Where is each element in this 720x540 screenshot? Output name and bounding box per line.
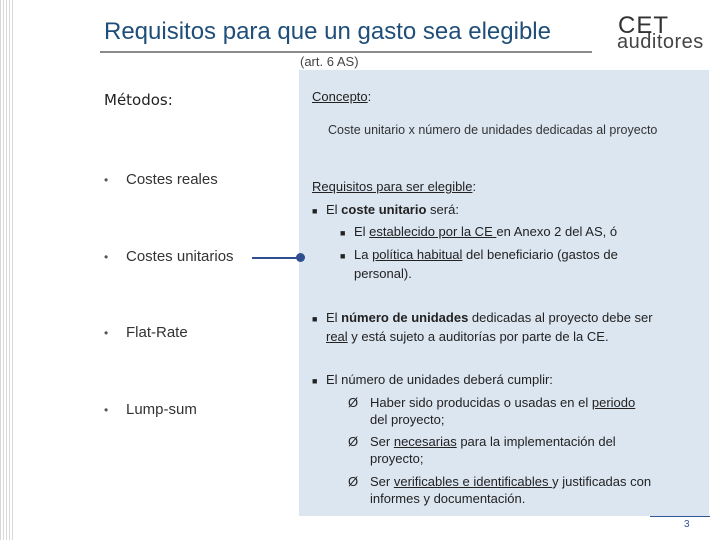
- bullet-dot: •: [104, 250, 109, 264]
- method-item: [104, 248, 234, 265]
- left-edge-stripe: [0, 0, 14, 540]
- method-lump-sum: Lump-sum: [126, 401, 197, 418]
- concepto-heading: Concepto:: [312, 89, 372, 104]
- logo-cet: CET: [618, 12, 669, 39]
- cond-periodo: Ø Haber sido producidas o usadas en el periodo del proyecto;: [348, 395, 636, 427]
- slide-title: Requisitos para que un gasto sea elegible: [104, 18, 551, 45]
- req-sub-policy: ■ La política habitual del beneficiario (gastos de personal).: [340, 247, 618, 281]
- square-bullet: ■: [312, 314, 318, 324]
- method-item: [104, 171, 218, 188]
- slide-subtitle: (art. 6 AS): [300, 54, 359, 69]
- method-flat-rate: Flat-Rate: [126, 324, 188, 341]
- page-number: 3: [684, 519, 690, 530]
- method-costes-reales: Costes reales: [126, 171, 218, 188]
- method-item: [104, 324, 188, 341]
- connector-dot: [296, 253, 305, 262]
- bullet-dot: •: [104, 173, 109, 187]
- req-sub-established: ■ El establecido por la CE en Anexo 2 del AS, ó: [340, 223, 617, 242]
- requisitos-heading: Requisitos para ser elegible:: [312, 179, 477, 194]
- req-coste-unitario: ■ El coste unitario será:: [312, 201, 459, 220]
- footer-rule: [650, 516, 710, 517]
- bullet-dot: •: [104, 326, 109, 340]
- square-bullet: ■: [312, 206, 318, 216]
- bullet-dot: •: [104, 403, 109, 417]
- req-cumplir: ■ El número de unidades deberá cumplir:: [312, 371, 553, 390]
- title-underline: [100, 51, 592, 53]
- arrow-bullet-icon: Ø: [348, 474, 359, 489]
- method-costes-unitarios: Costes unitarios: [126, 248, 234, 265]
- arrow-bullet-icon: Ø: [348, 395, 359, 410]
- method-item: [104, 401, 197, 418]
- arrow-bullet-icon: Ø: [348, 434, 359, 449]
- cond-necesarias: Ø Ser necesarias para la implementación del proyecto;: [348, 434, 616, 466]
- cond-verificables: Ø Ser verificables e identificables y justificadas con informes y documentación.: [348, 474, 652, 506]
- connector-line: [252, 257, 300, 259]
- methods-label: Métodos:: [104, 91, 173, 109]
- logo-auditores: auditores: [617, 31, 704, 53]
- square-bullet: ■: [340, 228, 346, 238]
- square-bullet: ■: [340, 251, 346, 261]
- square-bullet: ■: [312, 376, 318, 386]
- req-numero-unidades: ■ El número de unidades dedicadas al proyecto debe ser real y está sujeto a auditorías por parte de la CE.: [312, 310, 653, 344]
- concepto-text: Coste unitario x número de unidades dedicadas al proyecto: [328, 123, 658, 137]
